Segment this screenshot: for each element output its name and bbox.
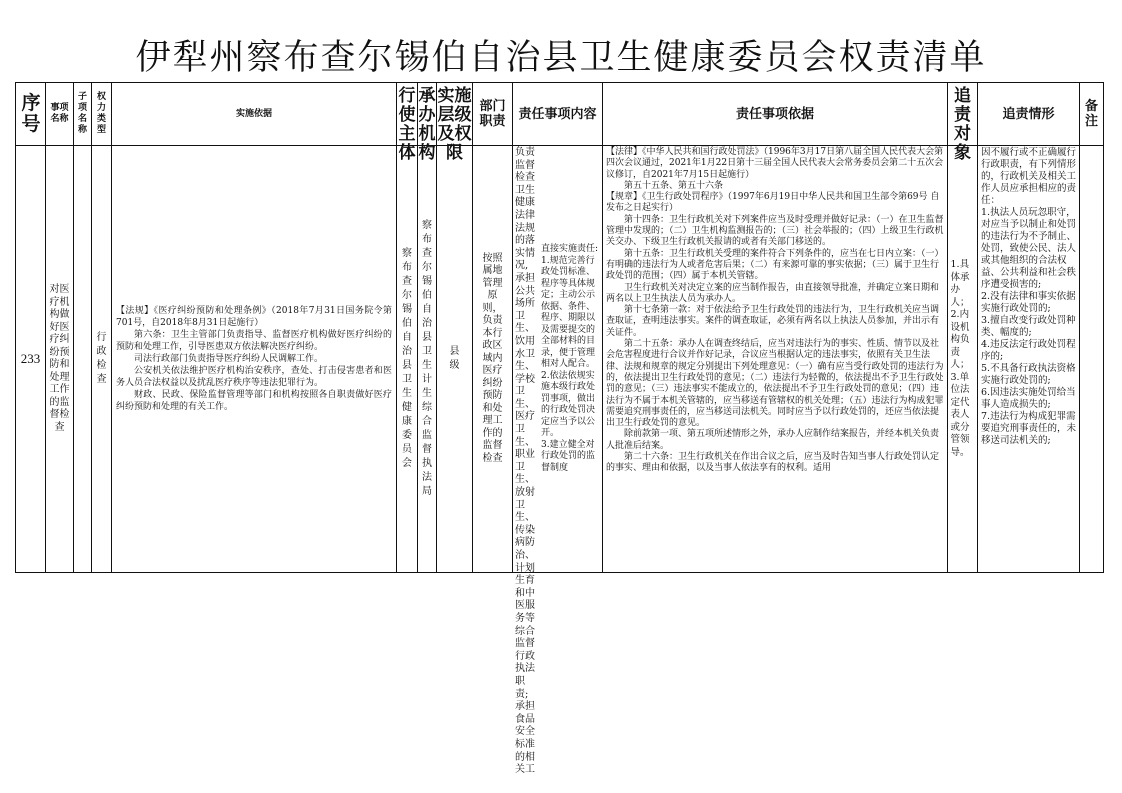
- header-seq: 序号: [16, 83, 46, 146]
- circumstances-para: 1.执法人员玩忽职守，对应当予以制止和处罚的违法行为不予制止、处罚，致使公民、法人或其他组织的合法权益、公共利益和社会秩序遭受损害的;: [981, 207, 1077, 290]
- circumstances-para: 因不履行或不正确履行行政职责，有下列情形的，行政机关及相关工作人员应承担相应的责任：: [981, 147, 1077, 206]
- cell-level: 县级: [437, 146, 473, 573]
- resp-content-para: 2.依法依规实施本级行政处罚事项，做出的行政处罚决定应当予以公开。: [541, 370, 596, 438]
- header-handler: 承办机构: [418, 83, 437, 146]
- cell-sub-item-name: [74, 146, 92, 573]
- circumstances-para: 7.违法行为构成犯罪需要追究刑事责任的，未移送司法机关的;: [981, 411, 1077, 446]
- cell-basis: [112, 146, 397, 573]
- header-sub-item-name: 子项名称: [74, 83, 92, 146]
- header-circumstances: 追责情形: [978, 83, 1080, 146]
- cell-handler: 察布查尔锡伯自治县卫生计生综合监督执法局: [418, 146, 437, 573]
- resp-basis-para: 第五十五条、第五十六条: [624, 180, 724, 191]
- resp-content-duty: 负责监督检查卫生健康法律法规的落实情况,承担公共场所卫生、饮用水卫生、学校卫生、医疗卫生、职业卫生、放射卫生、传染病防治、计划生育和中医服务等综合监督行政执法职责;承担食品安全标准的相关工: [515, 147, 535, 776]
- resp-content-para: 3.建立健全对行政处罚的监督制度: [541, 439, 596, 473]
- cell-remarks: [1080, 146, 1104, 573]
- header-resp-content: 责任事项内容: [513, 83, 603, 146]
- circumstances-para: 2.没有法律和事实依据实施行政处罚的;: [981, 291, 1076, 314]
- resp-basis-para: 第二十五条：承办人在调查终结后，应当对违法行为的事实、性质、情节以及社会危害程度进行合议并作好记录，合议应当根据认定的违法事实，依照有关卫生法律、法规和规章的规定分别提出下列处理意见：（一）确有应当受行政处罚的违法行为的，依法提出卫生行政处罚的意见；（二）违法行为轻微的，依法提出不予卫生行政处罚的意见；（三）违法事实不能成立的，依法提出不予卫生行政处罚的意见；（四）违法行为不属于本机关管辖的，应当移送有管辖权的机关处理；（五）违法行为构成犯罪需要追究刑事责任的，应当移送司法机关。同时应当予以行政处罚的，还应当依法提出卫生行政处罚的意见。: [606, 339, 944, 429]
- header-item-name: 事项名称: [46, 83, 74, 146]
- table-row: [16, 146, 1104, 573]
- cell-accountable: 1.具体承办人；2.内设机构负责人；3.单位法定代表人或分管领导。: [948, 146, 978, 573]
- header-remarks: 备注: [1080, 83, 1104, 146]
- header-resp-basis: 责任事项依据: [603, 83, 948, 146]
- cell-circumstances: [978, 146, 1080, 573]
- responsibility-table: [15, 82, 1104, 776]
- page-title: 伊犁州察布查尔锡伯自治县卫生健康委员会权责清单: [135, 38, 987, 78]
- header-basis: 实施依据: [112, 83, 397, 146]
- cell-dept-duty: 按照属地管理原则，负责本行政区域内医疗纠纷预防和处理工作的监督检查: [473, 146, 513, 573]
- resp-basis-para: 第十四条：卫生行政机关对下列案件应当及时受理并做好记录：（一）在卫生监督管理中发现的；（二）卫生机构监测报告的；（三）社会举报的；（四）上级卫生行政机关交办、下级卫生行政机关报请的或者有关部门移送的。: [606, 214, 944, 248]
- resp-content-para: 直接实施责任:: [541, 244, 599, 254]
- header-dept-duty: 部门职责: [473, 83, 513, 146]
- resp-content-para: 1.规范完善行政处罚标准、程序等具体规定；主动公示依据、条件、程序、期限以及需要提交的全部材料的目录，便于管理相对人配合。: [541, 255, 596, 369]
- header-row: [16, 83, 1104, 146]
- cell-resp-content: [513, 146, 603, 776]
- basis-para: 公安机关依法维护医疗机构治安秩序，查处、打击侵害患者和医务人员合法权益以及扰乱医疗秩序等违法犯罪行为。: [116, 366, 392, 388]
- resp-basis-para: 卫生行政机关对决定立案的应当制作报告，由直接领导批准，并确定立案日期和两名以上卫生执法人员为承办人。: [606, 282, 940, 304]
- cell-subject: 察布查尔锡伯自治县卫生健康委员会: [397, 146, 418, 573]
- resp-basis-para: 第十七条第一款：对于依法给予卫生行政处罚的违法行为，卫生行政机关应当调查取证，查明违法事实。案件的调查取证，必须有两名以上执法人员参加，并出示有关证件。: [606, 305, 940, 338]
- resp-basis-para: 第二十六条：卫生行政机关在作出合议之后，应当及时告知当事人行政处罚认定的事实、理由和依据，以及当事人依法享有的权利。适用: [606, 452, 940, 474]
- basis-para: 第六条：卫生主管部门负责指导、监督医疗机构做好医疗纠纷的预防和处理工作，引导医患双方依法解决医疗纠纷。: [116, 330, 392, 352]
- resp-basis-para: 除前款第一项、第五项所述情形之外，承办人应制作结案报告，并经本机关负责人批准后结案。: [606, 429, 940, 451]
- header-subject: 行使主体: [397, 83, 418, 146]
- basis-para: 财政、民政、保险监督管理等部门和机构按照各自职责做好医疗纠纷预防和处理的有关工作。: [116, 390, 392, 412]
- header-level: 实施层级及权限: [437, 83, 473, 146]
- circumstances-para: 4.违反法定行政处罚程序的;: [981, 339, 1076, 362]
- circumstances-para: 3.擅自改变行政处罚种类、幅度的;: [981, 315, 1076, 338]
- basis-para: 【法规】《医疗纠纷预防和处理条例》（2018年7月31日国务院令第701号，自2018年8月31日起施行）: [116, 306, 392, 328]
- cell-item-name: 对医疗机构做好医疗纠纷预防和处理工作的监督检查: [46, 146, 74, 573]
- resp-basis-para: 【法律】《中华人民共和国行政处罚法》（1996年3月17日第八届全国人民代表大会第四次会议通过，2021年1月22日第十三届全国人民代表大会常务委员会第二十五次会议修订，自2021年7月15日起施行）: [606, 147, 944, 180]
- circumstances-para: 5.不具备行政执法资格实施行政处罚的;: [981, 363, 1076, 386]
- resp-basis-para: 【规章】《卫生行政处罚程序》（1997年6月19日中华人民共和国卫生部令第69号 自发布之日起实行）: [606, 192, 940, 214]
- cell-resp-basis: [603, 146, 948, 573]
- cell-power-type: 行政检查: [92, 146, 112, 573]
- basis-para: 司法行政部门负责指导医疗纠纷人民调解工作。: [134, 354, 324, 364]
- cell-seq: 233: [16, 146, 46, 573]
- resp-basis-para: 第十五条：卫生行政机关受理的案件符合下列条件的，应当在七日内立案：（一）有明确的违法行为人或者危害后果；（二）有来源可靠的事实依据；（三）属于卫生行政处罚的范围；（四）属于本机关管辖。: [606, 248, 944, 282]
- circumstances-para: 6.因违法实施处罚给当事人造成损失的;: [981, 387, 1076, 410]
- header-accountable: 追责对象: [948, 83, 978, 146]
- header-power-type: 权力类型: [92, 83, 112, 146]
